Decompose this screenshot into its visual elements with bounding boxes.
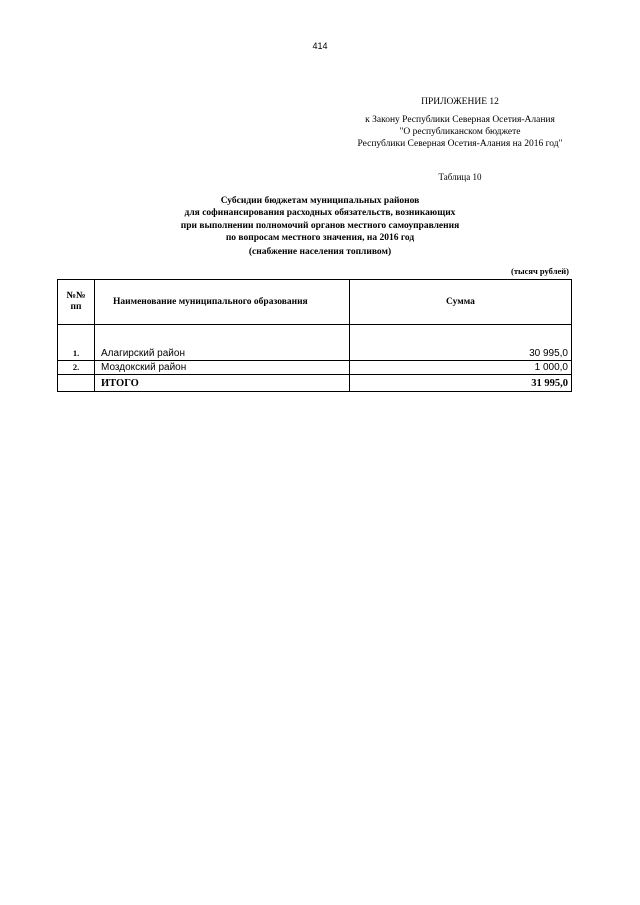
row-sum: 30 995,0 — [350, 347, 572, 361]
appendix-heading: ПРИЛОЖЕНИЕ 12 — [421, 97, 499, 107]
table-spacer-row — [58, 325, 572, 348]
row-number: 1. — [58, 347, 95, 361]
table-header-row — [58, 280, 572, 325]
spacer-cell — [95, 325, 350, 348]
appendix-line: Республики Северная Осетия-Алания на 2016 год" — [357, 139, 563, 149]
header-sum: Сумма — [350, 280, 572, 325]
units-label: (тысяч рублей) — [511, 266, 569, 276]
header-number-line2: пп — [70, 302, 82, 312]
row-name: Алагирский район — [95, 347, 350, 361]
total-label: ИТОГО — [95, 375, 350, 392]
appendix-line: к Закону Республики Северная Осетия-Алания — [365, 115, 555, 125]
appendix-block — [340, 96, 580, 150]
header-name: Наименование муниципального образования — [95, 280, 350, 325]
table-total-row — [58, 375, 572, 392]
title-line: по вопросам местного значения, на 2016 год — [225, 233, 415, 244]
row-sum: 1 000,0 — [350, 361, 572, 375]
page-number: 414 — [312, 41, 328, 51]
row-name: Моздокский район — [95, 361, 350, 375]
table-row — [58, 347, 572, 361]
header-number — [58, 280, 95, 325]
title-line: при выполнении полномочий органов местного самоуправления — [180, 220, 460, 231]
title-subtitle: (снабжение населения топливом) — [248, 246, 392, 257]
total-number — [58, 375, 95, 392]
table-label: Таблица 10 — [438, 172, 482, 182]
spacer-cell — [350, 325, 572, 348]
table-row — [58, 361, 572, 375]
title-line: для софинансирования расходных обязательств, возникающих — [184, 208, 456, 219]
title-line: Субсидии бюджетам муниципальных районов — [220, 196, 420, 206]
header-number-line1: №№ — [66, 291, 86, 301]
row-number: 2. — [58, 361, 95, 375]
subsidy-table — [57, 279, 572, 392]
document-title — [120, 195, 520, 258]
spacer-cell — [58, 325, 95, 348]
appendix-line: "О республиканском бюджете — [399, 127, 521, 137]
total-sum: 31 995,0 — [350, 375, 572, 392]
